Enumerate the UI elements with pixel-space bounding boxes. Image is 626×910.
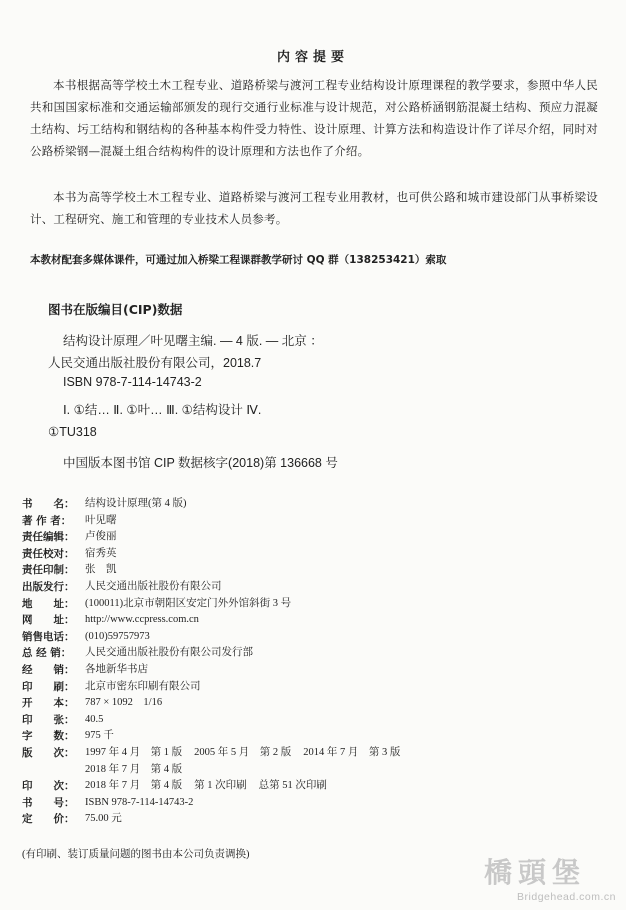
info-label: 总 经 销： [22, 647, 72, 660]
watermark [484, 851, 616, 903]
cip-line-5: ①TU318 [48, 425, 97, 439]
cip-line-2: 人民交通出版社股份有限公司，2018.7 [48, 356, 262, 370]
info-row-publisher [22, 579, 612, 596]
info-label: 著 作 者： [22, 514, 72, 527]
multimedia-note: 本教材配套多媒体课件，可通过加入桥梁工程课群教学研讨 QQ 群（138253421）索取 [30, 254, 447, 266]
impression-item: 总第 51 次印刷 [258, 780, 327, 792]
info-value: 北京市密东印刷有限公司 [85, 680, 201, 692]
edition-item: 1997 年 4 月 第 1 版 [85, 746, 183, 758]
info-value: 75.00 元 [85, 813, 122, 825]
info-label: 经 销： [22, 663, 75, 676]
info-value [85, 778, 327, 795]
info-value: (010)59757973 [85, 630, 150, 642]
info-label: 字 数： [22, 730, 75, 743]
info-value: 人民交通出版社股份有限公司发行部 [85, 647, 253, 659]
watermark-logo: 橋頭堡 [484, 856, 587, 889]
cip-line-1: 结构设计原理／叶见曙主编. — 4 版. — 北京 ： [63, 334, 323, 348]
impression-item: 第 1 次印刷 [194, 780, 247, 792]
info-value: (100011)北京市朝阳区安定门外外馆斜街 3 号 [85, 597, 292, 609]
info-row-print-supervisor [22, 562, 612, 579]
info-label: 责任印制： [22, 564, 75, 577]
info-row-printer [22, 679, 612, 696]
info-value: 787 × 1092 1/16 [85, 697, 163, 709]
info-value [85, 745, 400, 762]
info-label: 责任校对： [22, 547, 75, 560]
info-row-author [22, 513, 612, 530]
cip-line-6: 中国版本图书馆 CIP 数据核字(2018)第 136668 号 [63, 456, 338, 470]
edition-item: 2014 年 7 月 第 3 版 [303, 746, 401, 758]
info-label: 印 次： [22, 780, 75, 793]
info-row-edition [22, 745, 612, 762]
info-value: 2018 年 7 月 第 4 版 [85, 763, 183, 775]
info-row-price [22, 811, 612, 828]
info-row-distributor [22, 645, 612, 662]
info-value: 张 凯 [85, 564, 117, 576]
info-label: 责任编辑： [22, 531, 75, 544]
info-label: 地 址： [22, 597, 75, 610]
info-row-proofreader [22, 546, 612, 563]
info-label: 定 价： [22, 813, 75, 826]
info-value: 叶见曙 [85, 514, 117, 526]
info-value: 卢俊丽 [85, 531, 117, 543]
info-label: 开 本： [22, 697, 75, 710]
info-label: 印 张： [22, 713, 75, 726]
info-row-dealer [22, 662, 612, 679]
info-row-edition-cont [22, 762, 612, 779]
watermark-url: Bridgehead.com.cn [517, 891, 616, 903]
info-label: 印 刷： [22, 680, 75, 693]
info-label: 书 号： [22, 796, 75, 809]
info-label: 销售电话： [22, 630, 75, 643]
info-row-phone [22, 629, 612, 646]
publication-info [22, 496, 612, 828]
info-value: 各地新华书店 [85, 663, 148, 675]
info-row-book [22, 496, 612, 513]
info-row-sheets [22, 712, 612, 729]
info-label: 书 名： [22, 498, 75, 510]
summary-title: 内容提要 [276, 50, 349, 65]
info-value: 40.5 [85, 713, 104, 725]
info-label: 版 次： [22, 746, 75, 759]
cip-title: 图书在版编目(CIP)数据 [48, 302, 183, 317]
summary-paragraph-1: 本书根据高等学校土木工程专业、道路桥梁与渡河工程专业结构设计原理课程的教学要求，参照中华人民共和国国家标准和交通运输部颁发的现行交通行业标准与设计规范，对公路桥涵钢筋混凝土结构、预应力混凝土结构、圬工结构和钢结构的各种基本构件受力特性、设计原理、计算方法和构造设计作了详尽介绍，同时对公路桥梁钢—混凝土组合结构构件的设计原理和方法也作了介绍。 [30, 78, 598, 158]
info-value: 975 千 [85, 730, 114, 742]
info-label: 网 址： [22, 614, 75, 627]
cip-line-4: Ⅰ. ①结… Ⅱ. ①叶… Ⅲ. ①结构设计 Ⅳ. [63, 403, 262, 417]
info-row-editor [22, 529, 612, 546]
info-row-website [22, 612, 612, 629]
impression-item: 2018 年 7 月 第 4 版 [85, 780, 183, 792]
edition-item: 2005 年 5 月 第 2 版 [194, 746, 292, 758]
info-row-words [22, 728, 612, 745]
info-label: 出版发行： [22, 580, 75, 593]
quality-note: (有印刷、装订质量问题的图书由本公司负责调换) [22, 849, 250, 860]
info-value: ISBN 978-7-114-14743-2 [85, 796, 194, 808]
info-row-format [22, 695, 612, 712]
cip-line-3: ISBN 978-7-114-14743-2 [63, 375, 202, 389]
info-row-address [22, 596, 612, 613]
info-value: 结构设计原理(第 4 版) [85, 498, 187, 509]
summary-paragraph-2: 本书为高等学校土木工程专业、道路桥梁与渡河工程专业用教材，也可供公路和城市建设部门从事桥梁设计、工程研究、施工和管理的专业技术人员参考。 [30, 190, 598, 226]
info-row-isbn [22, 795, 612, 812]
info-value: 人民交通出版社股份有限公司 [85, 580, 222, 592]
info-label-spacer [22, 762, 85, 779]
info-value: 宿秀英 [85, 547, 117, 559]
website-link[interactable]: http://www.ccpress.com.cn [85, 614, 199, 626]
info-row-impression [22, 778, 612, 795]
